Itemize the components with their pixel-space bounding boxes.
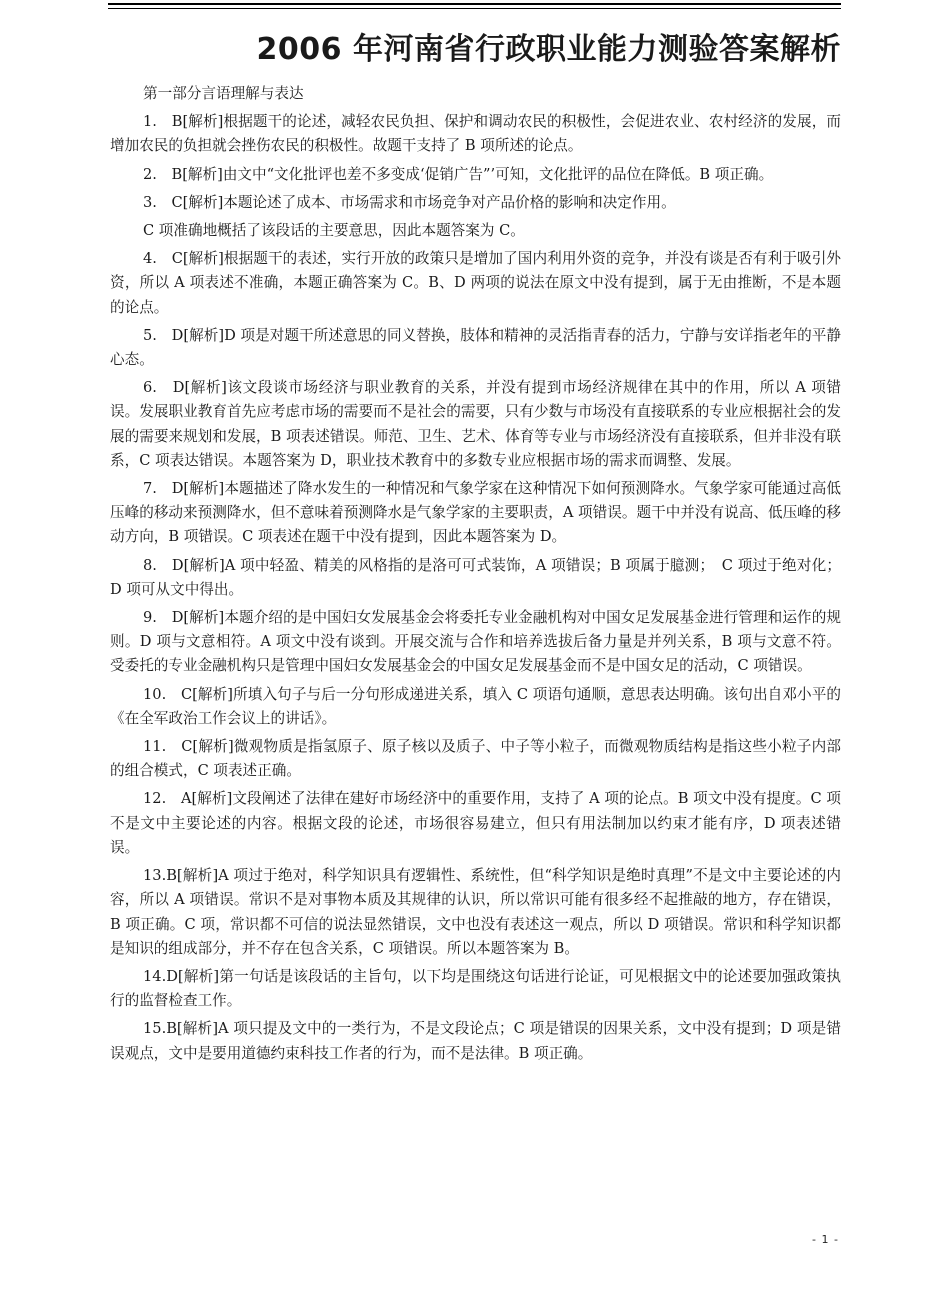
- header-rule-thick: [108, 3, 841, 5]
- header-double-rule: [108, 3, 841, 13]
- answer-paragraph-8: 8. D[解析]A 项中轻盈、精美的风格指的是洛可可式装饰，A 项错误；B 项属于臆测； C 项过于绝对化；D 项可从文中得出。: [110, 556, 841, 598]
- answer-paragraph-14: 14.D[解析]第一句话是该段话的主旨句，以下均是围绕这句话进行论证，可见根据文中的论述要加强政策执行的监督检查工作。: [110, 967, 841, 1010]
- answer-paragraph-13: 13.B[解析]A 项过于绝对，科学知识具有逻辑性、系统性，但“科学知识是绝时真理”不是文中主要论述的内容，所以 A 项错误。常识不是对事物本质及其规律的认识，所以常识可能有很多经不起推敲的地方，存在错误，B 项正确。C 项，常识都不可信的说法显然错误，文中也没有表述这一观点，所以 D 项错误。常识和科学知识都是知识的组成部分，并不存在包含关系，C 项错误。所以本题答案为 B。: [110, 867, 841, 957]
- answer-paragraph-3-continued: C 项准确地概括了该段话的主要意思，因此本题答案为 C。: [143, 222, 525, 240]
- answer-paragraph-1: 1. B[解析]根据题干的论述，减轻农民负担、保护和调动农民的积极性，会促进农业、农村经济的发展，而增加农民的负担就会挫伤农民的积极性。故题干支持了 B 项所述的论点。: [110, 113, 841, 155]
- section-heading: 第一部分言语理解与表达: [143, 85, 304, 102]
- answer-paragraph-15: 15.B[解析]A 项只提及文中的一类行为，不是文段论点；C 项是错误的因果关系，文中没有提到；D 项是错误观点，文中是要用道德约束科技工作者的行为，而不是法律。B 项正确。: [110, 1020, 841, 1062]
- answer-paragraph-5: 5. D[解析]D 项是对题干所述意思的同义替换，肢体和精神的灵活指青春的活力，宁静与安详指老年的平静心态。: [110, 326, 841, 369]
- answer-paragraph-2: 2. B[解析]由文中“文化批评也差不多变成‘促销广告”’可知，文化批评的品位在降低。B 项正确。: [143, 165, 774, 183]
- header-rule-thin: [108, 8, 841, 9]
- answer-paragraph-6: 6. D[解析]该文段谈市场经济与职业教育的关系，并没有提到市场经济规律在其中的作用，所以 A 项错误。发展职业教育首先应考虑市场的需要而不是社会的需要，只有少数与市场没有直接联系的专业应根据社会的发展的需要来规划和发展，B 项表述错误。师范、卫生、艺术、体育等专业与市场经济没有直接联系，但并非没有联系，C 项表达错误。本题答案为 D，职业技术教育中的多数专业应根据市场的需求而调整、发展。: [110, 379, 841, 469]
- answer-paragraph-10: 10. C[解析]所填入句子与后一分句形成递进关系，填入 C 项语句通顺，意思表达明确。该句出自邓小平的《在全军政治工作会议上的讲话》。: [110, 685, 841, 727]
- document-title: 2006 年河南省行政职业能力测验答案解析: [256, 32, 841, 67]
- answer-paragraph-11: 11. C[解析]微观物质是指氢原子、原子核以及质子、中子等小粒子，而微观物质结构是指这些小粒子内部的组合模式，C 项表述正确。: [110, 738, 841, 780]
- answer-paragraph-9: 9. D[解析]本题介绍的是中国妇女发展基金会将委托专业金融机构对中国女足发展基金进行管理和运作的规则。D 项与文意相符。A 项文中没有谈到。开展交流与合作和培养选拔后备力量是并列关系，B 项与文意不符。受委托的专业金融机构只是管理中国妇女发展基金会的中国女足发展基金而不是中国女足的活动，C 项错误。: [110, 609, 841, 675]
- answer-paragraph-7: 7. D[解析]本题描述了降水发生的一种情况和气象学家在这种情况下如何预测降水。气象学家可能通过高低压峰的移动来预测降水，但不意味着预测降水是气象学家的主要职责，A 项错误。题干中并没有说高、低压峰的移动方向，B 项错误。C 项表述在题干中没有提到，因此本题答案为 D。: [110, 480, 841, 546]
- page-number: - 1 -: [812, 1233, 839, 1246]
- answer-paragraph-3: 3. C[解析]本题论述了成本、市场需求和市场竞争对产品价格的影响和决定作用。: [143, 193, 676, 211]
- answer-paragraph-4: 4. C[解析]根据题干的表述，实行开放的政策只是增加了国内利用外资的竞争，并没有谈是否有利于吸引外资，所以 A 项表述不准确，本题正确答案为 C。B、D 两项的说法在原文中没有提到，属于无由推断，不是本题的论点。: [110, 250, 841, 316]
- answer-paragraph-12: 12. A[解析]文段阐述了法律在建好市场经济中的重要作用，支持了 A 项的论点。B 项文中没有提度。C 项不是文中主要论述的内容。根据文段的论述，市场很容易建立，但只有用法制加以约束才能有序，D 项表述错误。: [110, 790, 841, 856]
- document-body: [110, 82, 841, 1070]
